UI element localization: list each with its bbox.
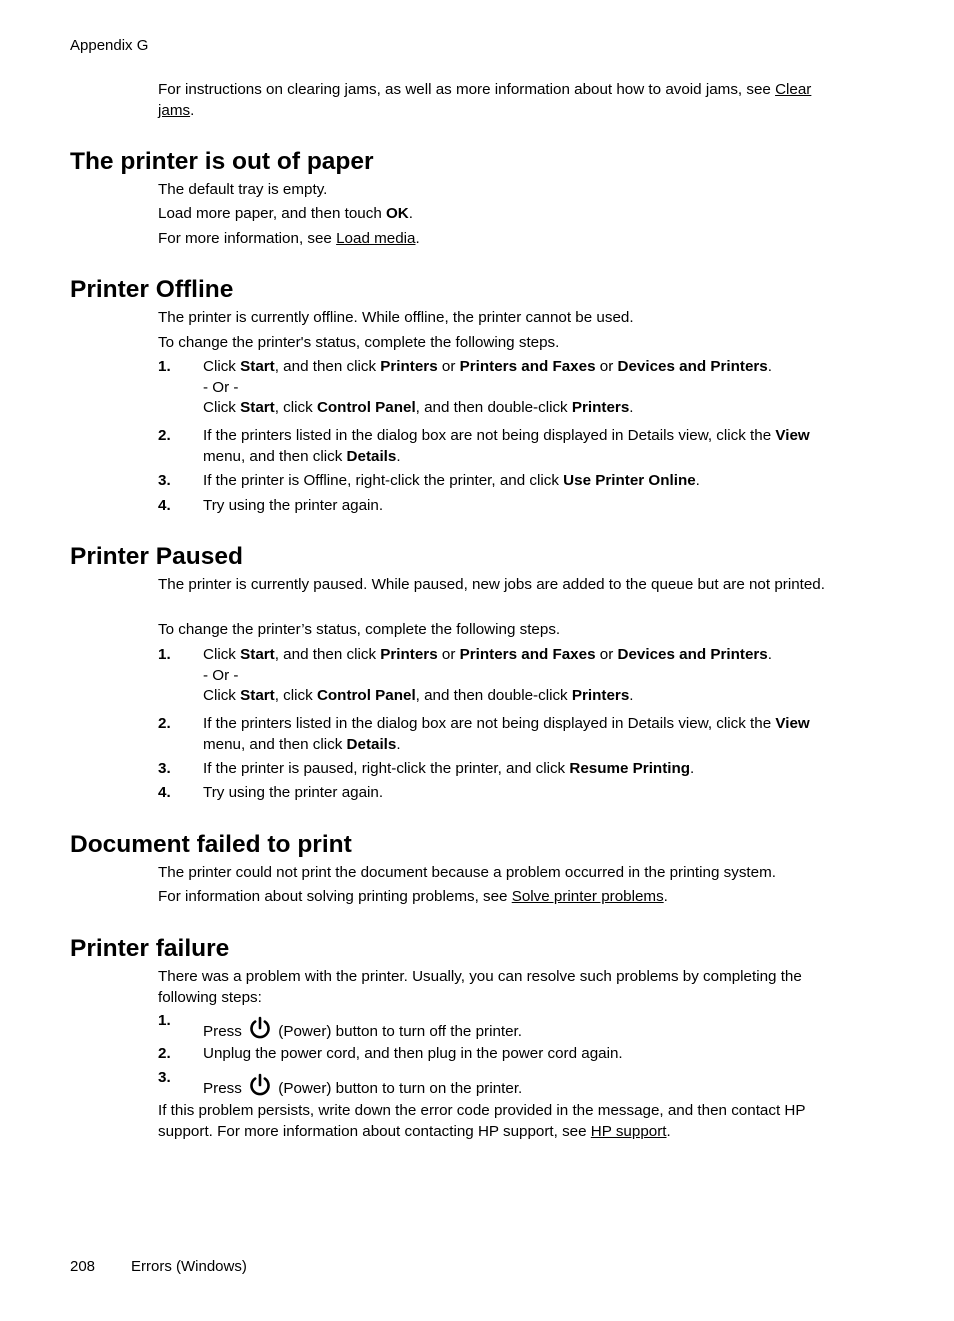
step-text: Press (Power) button to turn on the printer.: [203, 1073, 863, 1100]
step-number: 3.: [158, 1069, 171, 1086]
step-text: Try using the printer again.: [203, 784, 384, 801]
solve-printer-problems-link[interactable]: Solve printer problems: [511, 888, 664, 905]
step-text: Try using the printer again.: [203, 497, 384, 514]
paragraph: Load more paper, and then touch OK.: [158, 205, 413, 222]
paragraph: For more information, see Load media.: [158, 230, 420, 247]
step-text: If the printers listed in the dialog box are not being displayed in Details view, click the View menu, and then click Details.: [203, 427, 810, 465]
step-number: 2.: [158, 1045, 171, 1062]
step-text: Press (Power) button to turn off the printer.: [203, 1016, 863, 1043]
paragraph: The printer is currently offline. While offline, the printer cannot be used.: [158, 309, 634, 326]
step-text: Unplug the power cord, and then plug in the power cord again.: [203, 1045, 623, 1062]
step-number: 3.: [158, 472, 171, 489]
paragraph: The printer is currently paused. While paused, new jobs are added to the queue but are not printed.: [158, 576, 825, 593]
step-text: Click Start, and then click Printers or Printers and Faxes or Devices and Printers. - Or - Click Start, click Control Panel, and then double-click Printers.: [203, 646, 772, 704]
step-number: 2.: [158, 715, 171, 732]
paragraph: If this problem persists, write down the error code provided in the message, and then contact HP support. For more information about contacting HP support, see HP support.: [158, 1102, 806, 1140]
step-text: If the printer is paused, right-click the printer, and click Resume Printing.: [203, 760, 695, 777]
section-title-document-failed: Document failed to print: [70, 831, 352, 858]
step-number: 3.: [158, 760, 171, 777]
paragraph: There was a problem with the printer. Usually, you can resolve such problems by completing the following steps:: [158, 968, 802, 1006]
load-media-link[interactable]: Load media: [336, 230, 416, 247]
paragraph: The default tray is empty.: [158, 181, 328, 198]
intro-paragraph: For instructions on clearing jams, as well as more information about how to avoid jams, see Clear jams.: [158, 81, 812, 119]
step-number: 1.: [158, 358, 171, 375]
power-icon: [248, 1016, 272, 1040]
section-title-out-of-paper: The printer is out of paper: [70, 148, 374, 175]
section-title-printer-paused: Printer Paused: [70, 543, 243, 570]
hp-support-link[interactable]: HP support: [590, 1122, 667, 1140]
page-number: 208: [70, 1258, 96, 1275]
footer-section-title: Errors (Windows): [131, 1258, 247, 1275]
section-title-printer-failure: Printer failure: [70, 935, 230, 962]
power-icon: [248, 1073, 272, 1097]
step-number: 4.: [158, 497, 171, 514]
step-text: Click Start, and then click Printers or Printers and Faxes or Devices and Printers. - Or - Click Start, click Control Panel, and then double-click Printers.: [203, 358, 772, 416]
step-text: If the printer is Offline, right-click the printer, and click Use Printer Online.: [203, 472, 700, 489]
step-number: 1.: [158, 1012, 171, 1029]
paragraph: For information about solving printing problems, see Solve printer problems.: [158, 888, 668, 905]
clear-jams-link[interactable]: Clear jams: [158, 81, 812, 119]
section-title-printer-offline: Printer Offline: [70, 276, 234, 303]
step-number: 1.: [158, 646, 171, 663]
step-number: 4.: [158, 784, 171, 801]
paragraph: To change the printer’s status, complete the following steps.: [158, 621, 561, 638]
step-number: 2.: [158, 427, 171, 444]
running-header: Appendix G: [70, 37, 149, 54]
paragraph: To change the printer's status, complete the following steps.: [158, 334, 560, 351]
step-text: If the printers listed in the dialog box are not being displayed in Details view, click the View menu, and then click Details.: [203, 715, 810, 753]
paragraph: The printer could not print the document because a problem occurred in the printing system.: [158, 864, 776, 881]
